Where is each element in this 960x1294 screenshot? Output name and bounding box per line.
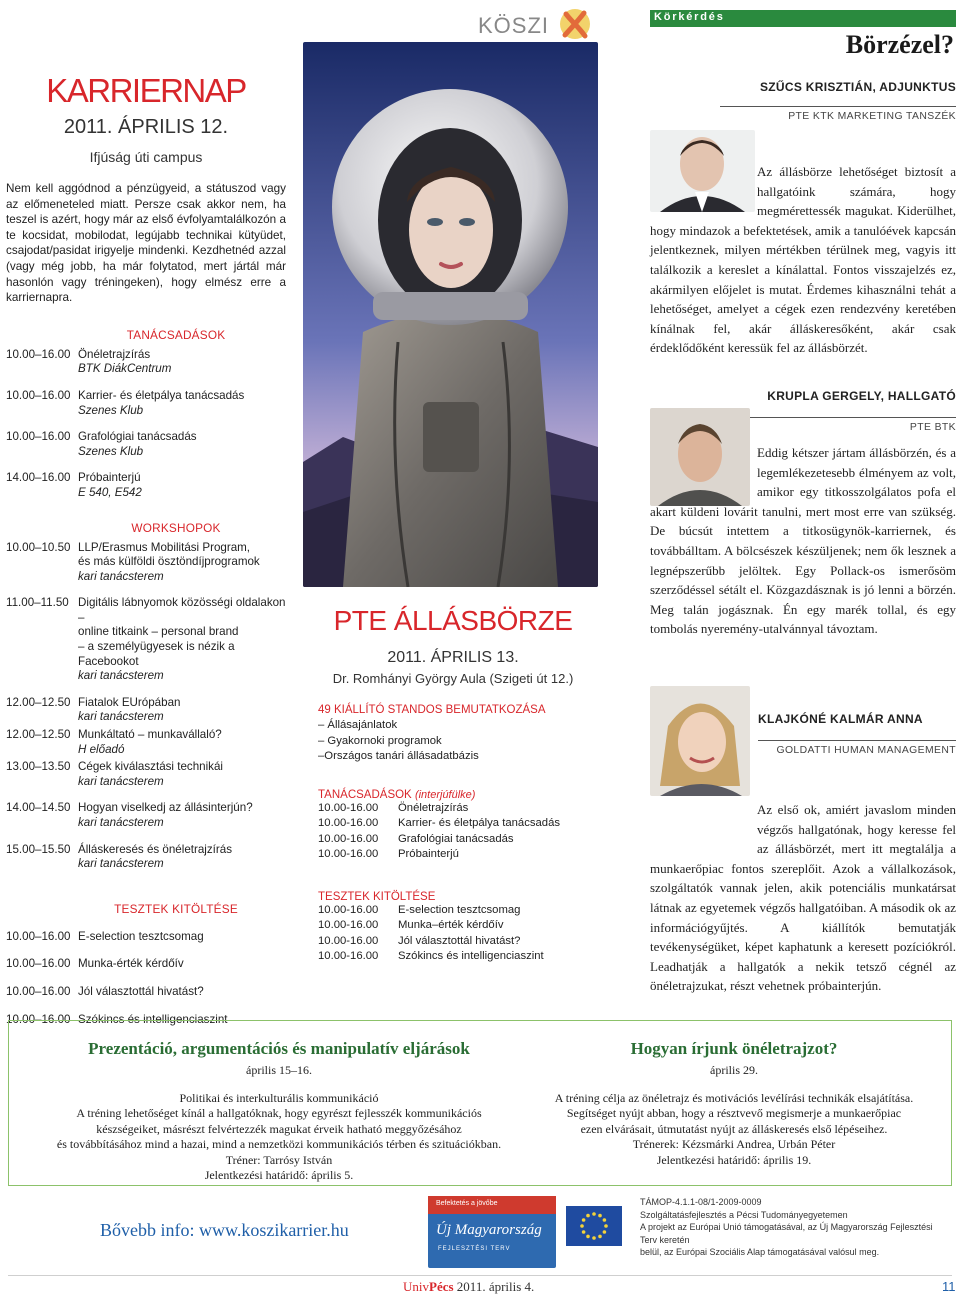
karriernap-column (6, 0, 286, 1040)
astronaut-woman-photo (303, 42, 598, 587)
mid-schedule-row (318, 847, 588, 863)
person-1-header (650, 80, 956, 122)
schedule-name: Jól választottál hivatást? (78, 984, 204, 998)
schedule-details (78, 596, 286, 684)
schedule-place: kari tanácsterem (78, 774, 164, 788)
schedule-name-cont: online titkaink – personal brand (78, 625, 239, 639)
schedule-place: E 540, E542 (78, 485, 142, 499)
schedule-time: 11.00–11.50 (6, 596, 69, 610)
mid-tanacsadasok-heading: TANÁCSADÁSOK (interjúfülke) (318, 788, 476, 801)
schedule-name: Karrier- és életpálya tanácsadás (78, 388, 245, 402)
mid-schedule-time: 10.00-16.00 (318, 801, 379, 814)
schedule-row (6, 430, 286, 459)
schedule-name-cont: – a személyügyesek is nézik a Facebookot (78, 640, 235, 668)
schedule-name-cont: és más külföldi ösztöndíjprogramok (78, 555, 260, 569)
schedule-details (78, 471, 286, 500)
person-1-name: SZŰCS KRISZTIÁN, ADJUNKTUS (759, 80, 956, 94)
schedule-time: 10.00–16.00 (6, 984, 71, 998)
schedule-name: LLP/Erasmus Mobilitási Program, (78, 540, 251, 554)
allasborze-date: 2011. ÁPRILIS 13. (387, 649, 519, 666)
training-line: Tréner: Tarrósy István (225, 1152, 333, 1167)
mid-schedule-time: 10.00-16.00 (318, 848, 379, 860)
schedule-place: H előadó (78, 742, 125, 756)
mid-schedule-name: Grafológiai tanácsadás (398, 832, 514, 845)
korkerdes-column (650, 0, 956, 1000)
schedule-name: Munka-érték kérdőív (78, 957, 184, 971)
schedule-details (78, 696, 286, 725)
karriernap-title: KARRIERNAP (46, 72, 246, 109)
schedule-details (78, 348, 286, 377)
exhibitors-heading: 49 KIÁLLÍTÓ STANDOS BEMUTATKOZÁSA (318, 704, 546, 716)
schedule-place: BTK DiákCentrum (78, 362, 172, 376)
training-box-presentation (19, 1039, 539, 1184)
section-heading-tanacsadasok: TANÁCSADÁSOK (126, 327, 226, 342)
training-1-date: április 15–16. (246, 1063, 312, 1077)
schedule-time: 14.00–16.00 (6, 471, 71, 485)
schedule-details (78, 801, 286, 830)
person-1-text: Az állásbörze lehetőséget biztosít a hallgatóink számára, hogy megmérettessék magukat. Kiderülhet, hogy mindazok a befektetések, amik a tanulóévek kapcsán jelentkeznek, milyen mértékben térülnek meg, vagyis itt találkozik a kereslet a kínálattal. Fontos visszajelzés ez, akármilyen előjelet is mutat. Érdemes kihasználni tehát a lehetőséget, amelyet a cégek ezen rendezvény keretében kínálnak fel, akár álláskeresőként, akár csak érdeklődőként keressük fel az állásbörzét. (650, 164, 956, 356)
mid-schedule-name: E-selection tesztcsomag (398, 903, 521, 916)
schedule-details (78, 985, 286, 1000)
schedule-time: 10.00–16.00 (6, 929, 71, 943)
schedule-place: Szenes Klub (78, 444, 144, 458)
schedule-row (6, 541, 286, 585)
mid-schedule-row (318, 934, 588, 950)
footer-rule (8, 1275, 952, 1276)
schedule-time: 10.00–16.00 (6, 347, 71, 361)
schedule-name: Munkáltató – munkavállaló? (78, 728, 222, 742)
schedule-row (6, 696, 286, 725)
mid-schedule-time: 10.00-16.00 (318, 919, 379, 931)
mid-schedule-time: 10.00-16.00 (318, 903, 379, 916)
training-line: Segítséget nyújt abban, hogy a résztvevő megismerje a munkaerőpiac (566, 1106, 902, 1120)
schedule-time: 10.00–10.50 (6, 540, 71, 554)
schedule-name: Fiatalok EUrópában (78, 695, 181, 709)
schedule-row (6, 596, 286, 684)
training-1-description (19, 1091, 539, 1184)
schedule-name: E-selection tesztcsomag (78, 929, 204, 943)
schedule-row (6, 843, 286, 872)
page-number: 11 (942, 1279, 956, 1294)
schedule-row (6, 348, 286, 377)
schedule-row (6, 760, 286, 789)
schedule-details (78, 389, 286, 418)
section-heading-tesztek: TESZTEK KITÖLTÉSE (114, 901, 238, 916)
test-list (6, 930, 286, 1027)
training-2-date: április 29. (710, 1063, 758, 1077)
training-2-description (529, 1091, 939, 1169)
divider (720, 417, 956, 418)
korkerdes-heading: Börzézel? (845, 30, 954, 59)
training-line: Jelentkezési határidő: április 5. (204, 1168, 354, 1182)
mid-schedule-time: 10.00-16.00 (318, 817, 379, 829)
schedule-name: Szókincs és intelligenciaszint (78, 1012, 228, 1026)
tamop-line: TÁMOP-4.1.1-08/1-2009-0009 (640, 1197, 762, 1207)
training-line: A tréning lehetőséget kínál a hallgatóknak, hogy egyrészt fejlesszék kommunikációs (76, 1106, 482, 1120)
schedule-time: 10.00–16.00 (6, 388, 71, 402)
mid-tesztek-list (318, 903, 588, 965)
exhibitor-item: – Gyakornoki programok (318, 734, 442, 747)
mid-schedule-row (318, 816, 588, 832)
exhibitor-item: –Országos tanári állásadatbázis (318, 750, 479, 762)
workshop-list (6, 541, 286, 872)
schedule-details (78, 843, 286, 872)
schedule-time: 12.00–12.50 (6, 728, 71, 742)
training-line: Politikai és interkulturális kommunikáció (179, 1090, 379, 1105)
schedule-place: kari tanácsterem (78, 816, 164, 829)
training-line: A tréning célja az önéletrajz és motivációs levélírási technikák elsajátítása. (554, 1090, 914, 1105)
schedule-details (78, 930, 286, 945)
mid-tanacsadasok-list (318, 801, 588, 863)
training-box-cv (529, 1039, 939, 1168)
person-3-name: KLAJKÓNÉ KALMÁR ANNA (758, 712, 923, 726)
schedule-name: Önéletrajzírás (78, 347, 151, 361)
schedule-place: kari tanácsterem (78, 710, 164, 724)
karriernap-subtitle: Ifjúság úti campus (89, 149, 203, 165)
schedule-time: 14.00–14.50 (6, 801, 71, 815)
footer-publication: UnivPécs 2011. április 4. (403, 1279, 535, 1294)
schedule-details (78, 760, 286, 789)
person-1-org: PTE KTK MARKETING TANSZÉK (788, 111, 956, 122)
training-line: Jelentkezési határidő: április 19. (656, 1152, 812, 1167)
korkerdes-band (650, 10, 956, 27)
mid-schedule-name: Jól választottál hivatást? (398, 934, 521, 947)
mid-schedule-time: 10.00-16.00 (318, 832, 379, 845)
person-3-org: GOLDATTI HUMAN MANAGEMENT (776, 745, 956, 756)
mid-schedule-name: Szókincs és intelligenciaszint (398, 950, 544, 962)
tamop-line: belül, az Európai Szociális Alap támogatásával valósul meg. (640, 1247, 880, 1258)
tanacsadas-list (6, 348, 286, 501)
training-line: készségeiket, másrészt felvértezzék magukat érveik hatható meggyőzésához (96, 1121, 462, 1136)
mid-schedule-row (318, 832, 588, 848)
tamop-line: Szolgáltatásfejlesztés a Pécsi Tudományegyetemen (640, 1209, 848, 1220)
exhibitor-item: – Állásajánlatok (318, 719, 398, 731)
schedule-name: Próbainterjú (78, 471, 141, 485)
training-2-title: Hogyan írjunk önéletrajzot? (630, 1039, 838, 1058)
person-3-portrait (650, 686, 750, 796)
schedule-place: kari tanácsterem (78, 569, 164, 583)
schedule-time: 15.00–15.50 (6, 842, 71, 856)
schedule-details (78, 957, 286, 972)
mid-tesztek-heading: TESZTEK KITÖLTÉSE (318, 890, 436, 903)
schedule-place: kari tanácsterem (78, 669, 164, 683)
schedule-row (6, 471, 286, 500)
mid-schedule-name: Munka–érték kérdőív (398, 919, 504, 931)
schedule-details (78, 541, 286, 585)
schedule-time: 13.00–13.50 (6, 760, 71, 774)
mid-schedule-row (318, 949, 588, 965)
schedule-time: 12.00–12.50 (6, 695, 71, 709)
mid-schedule-name: Próbainterjú (398, 848, 459, 860)
allasborze-title: PTE ÁLLÁSBÖRZE (333, 605, 573, 636)
allasborze-column (318, 605, 588, 965)
training-line: és továbbításához mind a hazai, mind a nemzetközi kommunikációs térben és szituációkban. (56, 1137, 502, 1151)
mid-schedule-name: Önéletrajzírás (398, 801, 469, 814)
schedule-row (6, 957, 286, 972)
schedule-row (6, 801, 286, 830)
koszi-logo: KÖSZI (470, 4, 610, 44)
mid-schedule-row (318, 801, 588, 817)
section-heading-workshopok: WORKSHOPOK (131, 520, 221, 535)
more-info-link[interactable]: Bővebb info: www.koszikarrier.hu (100, 1220, 349, 1240)
schedule-name: Cégek kiválasztási technikái (78, 760, 223, 774)
mid-schedule-time: 10.00-16.00 (318, 950, 379, 962)
allasborze-venue: Dr. Romhányi György Aula (Szigeti út 12.) (332, 671, 574, 686)
mid-schedule-name: Karrier- és életpálya tanácsadás (398, 817, 561, 829)
schedule-details (78, 430, 286, 459)
person-3-text: Az első ok, amiért javaslom minden végzős hallgatónak, hogy keresse fel az állásbörzét, mert itt megtalálja a munkaerőpiac fontos szereplőit. Azok a vállalkozások, szolgáltatók vannak jelen, akik potenciális munkatársat látnak az egyetemek végzős hallgatóiban. A második ok az információgyűjtés. A kiállítók bemutatják tevékenységüket, képet kaphatunk a keresett pozíciókról. Leadhatják a hallgatók a nekik tetsző cégnél az önéletrajzukat, részt vehetnek próbainterjún. (650, 802, 956, 994)
mid-schedule-row (318, 903, 588, 919)
schedule-time: 10.00–16.00 (6, 430, 71, 444)
training-boxes (8, 1020, 952, 1186)
training-line: Trénerek: Kézsmárki Andrea, Urbán Péter (632, 1137, 836, 1151)
schedule-place: kari tanácsterem (78, 857, 164, 871)
divider (758, 740, 956, 741)
training-1-title: Prezentáció, argumentációs és manipulatív eljárások (88, 1039, 470, 1058)
schedule-time: 10.00–16.00 (6, 957, 71, 971)
schedule-row (6, 930, 286, 945)
schedule-name: Álláskeresés és önéletrajzírás (78, 842, 233, 856)
tamop-notice (640, 1196, 950, 1259)
karriernap-date: 2011. ÁPRILIS 12. (63, 116, 229, 138)
divider (720, 106, 956, 107)
schedule-row (6, 389, 286, 418)
schedule-name: Grafológiai tanácsadás (78, 430, 197, 444)
koszi-emblem-icon (558, 6, 592, 42)
person-2-name: KRUPLA GERGELY, HALLGATÓ (767, 389, 956, 403)
korkerdes-label: Körkérdés (654, 11, 725, 23)
eu-flag-icon (566, 1206, 622, 1246)
schedule-name: Digitális lábnyomok közösségi oldalakon – (78, 596, 286, 624)
schedule-place: Szenes Klub (78, 403, 144, 417)
schedule-details (78, 728, 286, 757)
training-line: ezen elvárásait, útmutatást nyújt az álláskeresés első lépéseihez. (580, 1121, 888, 1136)
schedule-time: 10.00–16.00 (6, 1012, 71, 1026)
mid-schedule-row (318, 918, 588, 934)
schedule-row (6, 985, 286, 1000)
karriernap-intro: Nem kell aggódnod a pénzügyeid, a státuszod vagy az előmeneteled miatt. Persze csak akkor nem, ha teszel is azért, hogy már az első évfolyamtalálkozón a te kocsidat, mobilodat, legújabb technikai kütyüdet, csajodat/pasidat irigyelje mindenki. Kezdhetnéd azzal (vagy még jobb, ha már folytatod, mert jártál már hasonlón vagy tréningeken), hogy elmész erre a karriernapra. (6, 182, 286, 305)
exhibitors-list (318, 718, 588, 765)
schedule-row (6, 728, 286, 757)
tamop-line: A projekt az Európai Unió támogatásával, az Új Magyarország Fejlesztési Terv keretén (640, 1222, 933, 1245)
person-2-text: Eddig kétszer jártam állásbörzén, és a legemlékezetesebb élményem az volt, amikor egy titkosszolgálatos pofa el akart küldeni lovárit tanulni, mert most erre van szükség. De búcsút intettem a titkosügynök-karriernek, és továbbálltam. A bölcsészek készüljenek; nem ők lesznek a legnépszerűbb jelöltek. Egy Pollack-os ismerősöm szerződéssel sétált el. Közgazdásznak is jó lenni a börzén. Meg talán jogásznak. Én egy marék tollal, és egy tombolás nyeremény-utalvánnyal távoztam. (650, 445, 956, 637)
uj-magyarorszag-banner: Befektetés a jövőbe Új Magyarország FEJLESZTÉSI TERV (428, 1196, 556, 1268)
schedule-name: Hogyan viselkedj az állásinterjún? (78, 801, 253, 815)
person-2-org: PTE BTK (909, 422, 956, 433)
mid-schedule-time: 10.00-16.00 (318, 934, 379, 947)
